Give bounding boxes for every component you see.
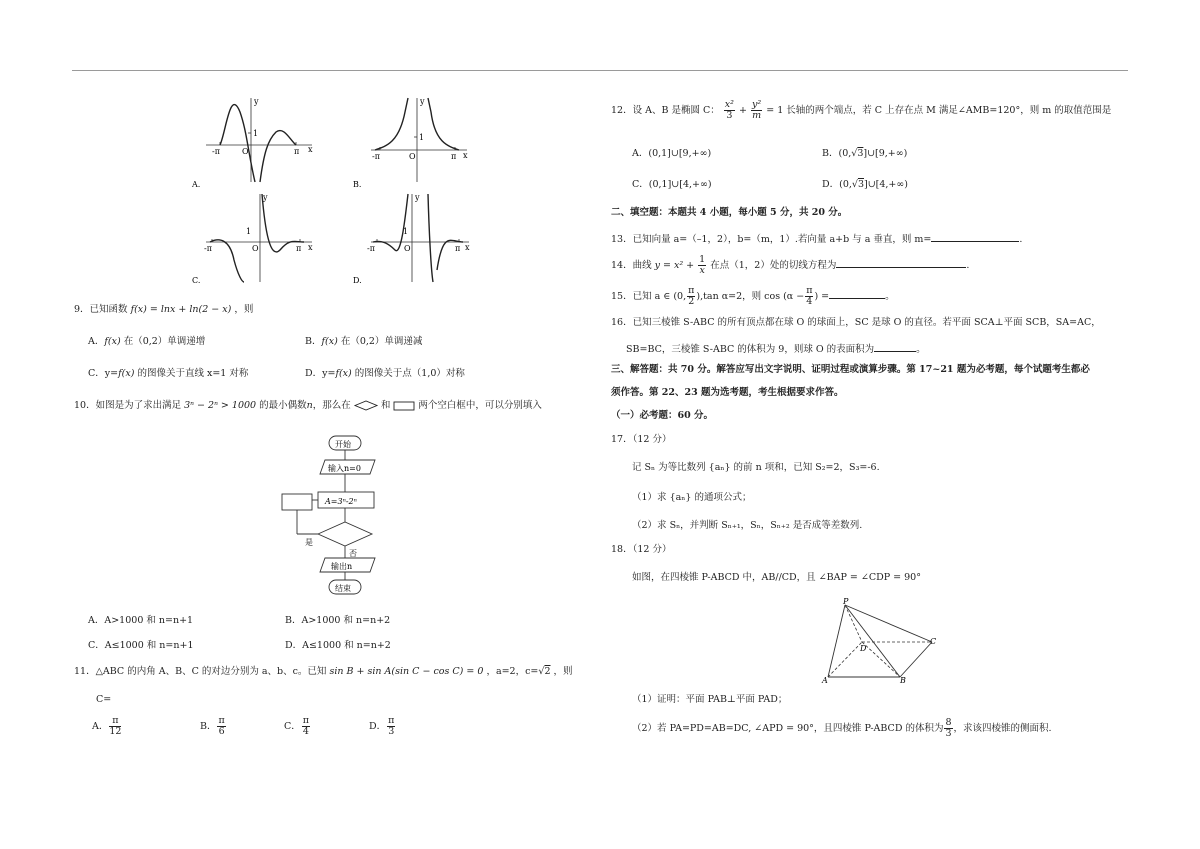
q9-option-c: C．y=f(x) 的图像关于直线 x=1 对称	[88, 368, 249, 379]
graph-d	[355, 190, 475, 285]
q9-option-b: B．f(x) 在（0,2）单调递减	[305, 336, 423, 347]
flowchart-blank-diamond	[318, 522, 372, 546]
q13-blank[interactable]	[931, 232, 1019, 242]
graph-c-origin: O	[252, 244, 259, 253]
graph-b-origin: O	[409, 152, 416, 161]
q14: 14．曲线 y = x² + $\frac{1}{x}$ 在点（1，2）处的切线方程为 .	[611, 254, 970, 276]
q12-option-c: C．(0,1]∪[4,+∞)	[632, 179, 712, 190]
graph-a-pi: π	[294, 147, 300, 156]
graph-c-one: 1	[246, 227, 252, 236]
q17-part2: （2）求 Sₙ，并判断 Sₙ₊₁，Sₙ，Sₙ₊₂ 是否成等差数列.	[632, 520, 863, 531]
q10-option-b: B．A>1000 和 n=n+2	[285, 615, 391, 626]
section-2-title: 二、填空题：本题共 4 小题，每小题 5 分，共 20 分。	[611, 207, 848, 218]
fig-label-p: P	[843, 597, 849, 606]
q9-prefix: 9．已知函数	[74, 304, 128, 315]
q16-blank[interactable]	[874, 342, 916, 352]
fig-label-b: B	[900, 676, 906, 685]
q9-option-a: A．f(x) 在（0,2）单调递增	[88, 336, 206, 347]
flowchart-no: 否	[349, 549, 357, 558]
q11-option-a: A． $\frac{\pi}{12}$	[92, 715, 122, 737]
graph-a-neg-pi: -π	[212, 147, 220, 156]
q12-option-b: B．(0,√3]∪[9,+∞)	[822, 148, 908, 159]
svg-text:结束: 结束	[335, 584, 351, 593]
q18-part1: （1）证明：平面 PAB⊥平面 PAD；	[632, 694, 788, 705]
graph-b-pi: π	[451, 152, 457, 161]
fig-label-c: C	[930, 637, 937, 646]
graph-d-origin: O	[404, 244, 411, 253]
q10-option-c: C．A≤1000 和 n=n+1	[88, 640, 194, 651]
q10-option-d: D．A≤1000 和 n=n+2	[285, 640, 391, 651]
graph-c-label: C.	[192, 276, 201, 285]
q18-body: 如图，在四棱锥 P-ABCD 中，AB//CD，且 ∠BAP = ∠CDP = 90°	[632, 572, 921, 583]
diamond-box-icon	[354, 400, 378, 411]
section-3-line1: 三、解答题：共 70 分。解答应写出文字说明、证明过程或演算步骤。第 17~21 题为必考题，每个试题考生都必	[611, 364, 1090, 375]
graph-b-xlabel: x	[463, 151, 468, 160]
graph-c	[192, 190, 320, 285]
q9-func: f(x) = lnx + ln(2 − x)	[130, 304, 232, 315]
q18-part2: （2）若 PA=PD=AB=DC, ∠APD = 90°，且四棱锥 P-ABCD 的体积为 $\frac{8}{3}$ ，求该四棱锥的侧面积.	[632, 717, 1052, 739]
header-rule	[72, 70, 1128, 71]
q11-c-eq: C=	[96, 694, 112, 705]
q12-option-a: A．(0,1]∪[9,+∞)	[632, 148, 712, 159]
q9-stem	[74, 305, 253, 316]
graph-a-one: 1	[253, 129, 259, 138]
graph-c-ylabel: y	[263, 193, 268, 202]
graph-a-ylabel: y	[254, 97, 259, 106]
graph-d-xlabel: x	[465, 243, 470, 252]
graph-a-label: A.	[192, 180, 201, 189]
pyramid-figure	[820, 595, 940, 685]
q12-stem: 12．设 A、B 是椭圆 C： $\frac{\text{x²}}{3}$ + $\frac{\text{y²}}{m}$ = 1 长轴的两个端点，若 C 上存在点 M 满足∠AMB=120°，则 m 的取值范围是	[611, 99, 1112, 121]
graph-d-pi: π	[455, 244, 461, 253]
section-3-must: （一）必考题：60 分。	[611, 410, 714, 421]
q17-head: 17．（12 分）	[611, 434, 672, 445]
graph-b-ylabel: y	[420, 97, 425, 106]
q13: 13．已知向量 a=（–1，2），b=（m，1）.若向量 a+b 与 a 垂直，则 m= .	[611, 234, 1023, 245]
svg-text:开始: 开始	[335, 440, 351, 449]
fig-label-a: A	[822, 676, 828, 685]
fig-label-d: D	[860, 644, 867, 653]
q10-option-a: A．A>1000 和 n=n+1	[88, 615, 194, 626]
graph-c-xlabel: x	[308, 243, 313, 252]
q11-option-d: D． $\frac{\pi}{3}$	[369, 715, 395, 737]
graph-a-xlabel: x	[308, 145, 313, 154]
flowchart	[270, 430, 410, 602]
q10-condition: 3ⁿ − 2ⁿ > 1000	[184, 400, 257, 411]
q9-suffix: ，则	[234, 304, 254, 315]
q16-line2: SB=BC，三棱锥 S-ABC 的体积为 9，则球 O 的表面积为 。	[626, 344, 926, 355]
q11-stem: 11．△ABC 的内角 A、B、C 的对边分别为 a、b、c。已知 sin B + sin A(sin C − cos C) = 0 ，a=2，c=√2 ，则	[74, 666, 573, 677]
graph-d-ylabel: y	[415, 193, 420, 202]
q14-blank[interactable]	[836, 258, 966, 268]
svg-text:输入n=0: 输入n=0	[328, 464, 361, 473]
q12-option-d: D．(0,√3]∪[4,+∞)	[822, 179, 909, 190]
graph-d-neg-pi: -π	[367, 244, 375, 253]
graph-c-pi: π	[296, 244, 302, 253]
graph-a	[192, 92, 320, 189]
q18-head: 18．（12 分）	[611, 544, 672, 555]
graph-d-one: 1	[403, 227, 409, 236]
q11-option-c: C． $\frac{\pi}{4}$	[284, 715, 310, 737]
graph-d-label: D.	[353, 276, 362, 285]
section-3-line2: 须作答。第 22、23 题为选考题，考生根据要求作答。	[611, 387, 844, 398]
graph-b-one: 1	[419, 133, 425, 142]
svg-text:输出n: 输出n	[331, 562, 353, 571]
flowchart-blank-rect	[282, 494, 312, 510]
graph-a-origin: O	[242, 147, 249, 156]
q17-body: 记 Sₙ 为等比数列 {aₙ} 的前 n 项和，已知 S₂=2，S₃=-6.	[632, 462, 880, 473]
q15-blank[interactable]	[829, 289, 885, 299]
q15: 15．已知 a ∈ (0, $\frac{\pi}{2}$ ),tan α=2，则 cos (α − $\frac{\pi}{4}$ ) = 。	[611, 285, 895, 307]
q11-option-b: B． $\frac{\pi}{6}$	[200, 715, 225, 737]
svg-text:A=3ⁿ-2ⁿ: A=3ⁿ-2ⁿ	[325, 497, 357, 506]
graph-b-label: B.	[353, 180, 362, 189]
q10-stem: 10．如图是为了求出满足 3ⁿ − 2ⁿ > 1000 的最小偶数n，那么在 和 两个空白框中，可以分别填入	[74, 400, 542, 411]
q16-line1: 16．已知三棱锥 S-ABC 的所有顶点都在球 O 的球面上，SC 是球 O 的直径。若平面 SCA⊥平面 SCB，SA=AC，	[611, 317, 1101, 328]
q11-equation: sin B + sin A(sin C − cos C) = 0	[329, 666, 484, 677]
graph-c-neg-pi: -π	[204, 244, 212, 253]
q9-option-d: D．y=f(x) 的图像关于点（1,0）对称	[305, 368, 465, 379]
flowchart-yes: 是	[305, 538, 313, 547]
graph-b-neg-pi: -π	[372, 152, 380, 161]
graph-b	[355, 92, 475, 187]
rect-box-icon	[393, 401, 415, 411]
q17-part1: （1）求 {aₙ} 的通项公式；	[632, 492, 752, 503]
